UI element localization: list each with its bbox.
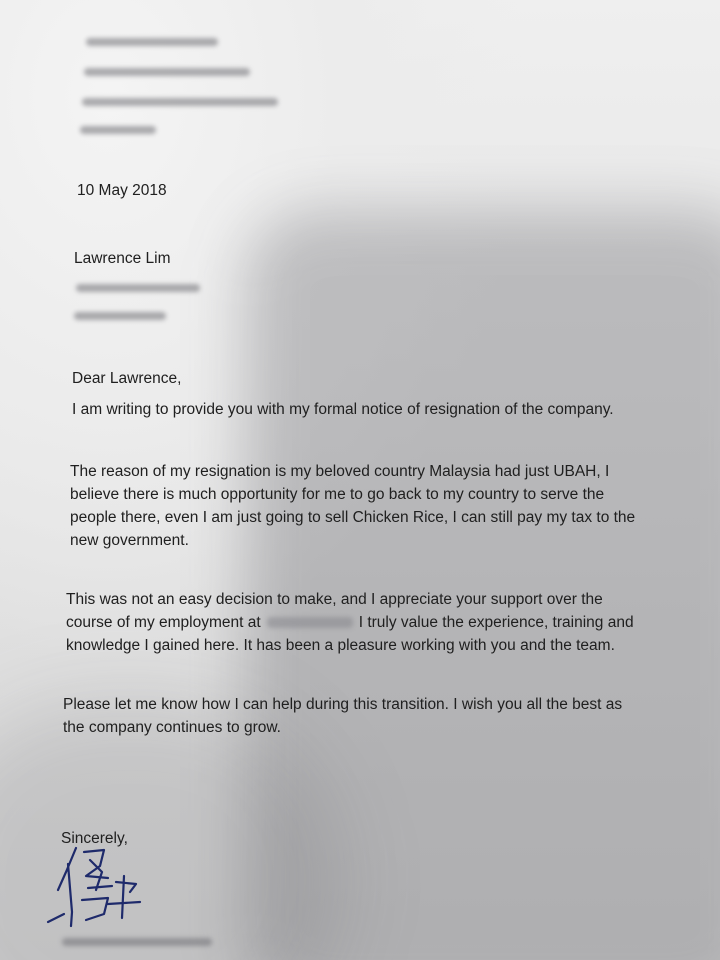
salutation: Dear Lawrence, (72, 370, 182, 387)
paragraph-line: Please let me know how I can help during this transition. I wish you all the best as (63, 696, 623, 713)
paragraph-line: The reason of my resignation is my beloved country Malaysia had just UBAH, I (70, 463, 610, 480)
signer-name-redacted (62, 938, 212, 946)
paragraph-line: This was not an easy decision to make, and I appreciate your support over the (66, 591, 603, 608)
paragraph-3 (66, 588, 634, 657)
paragraph-line: course of my employment at I truly value the experience, training and (66, 614, 634, 631)
paragraph-line: knowledge I gained here. It has been a pleasure working with you and the team. (66, 637, 615, 654)
handwritten-signature (38, 842, 148, 932)
paragraph-line: the company continues to grow. (63, 719, 281, 736)
paragraph-1 (72, 398, 614, 421)
paragraph-line: believe there is much opportunity for me to go back to my country to serve the (70, 486, 605, 503)
recipient-name: Lawrence Lim (74, 250, 171, 267)
paragraph-line: new government. (70, 532, 189, 549)
paragraph-4 (63, 693, 622, 739)
letter-date: 10 May 2018 (77, 182, 167, 199)
company-name-redacted (267, 617, 353, 628)
paragraph-line: people there, even I am just going to sell Chicken Rice, I can still pay my tax to the (70, 509, 636, 526)
closing: Sincerely, (61, 830, 128, 847)
paragraph-2 (70, 460, 635, 552)
paragraph-line: I am writing to provide you with my formal notice of resignation of the company. (72, 401, 614, 418)
